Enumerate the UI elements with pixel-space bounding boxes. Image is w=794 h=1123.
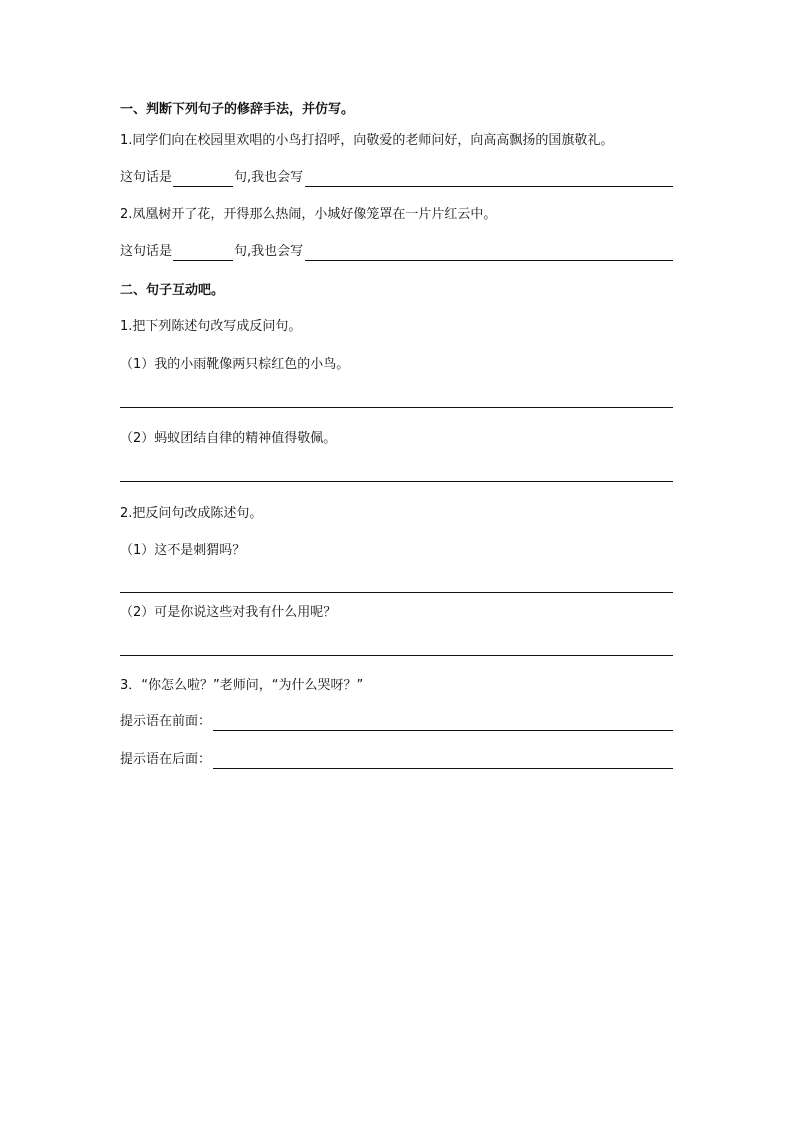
hint-front-blank[interactable]	[213, 716, 673, 731]
imitation-blank-2[interactable]	[305, 246, 673, 261]
task-1-item-1: （1）我的小雨靴像两只棕红色的小鸟。	[120, 357, 350, 372]
rhetoric-blank-1[interactable]	[173, 172, 233, 187]
section2-title: 二、句子互动吧。	[120, 283, 225, 298]
hint-back-blank[interactable]	[213, 754, 673, 769]
task-1-item-2: （2）蚂蚁团结自律的精神值得敬佩。	[120, 431, 337, 446]
answer-line-task2-item1[interactable]	[120, 592, 673, 593]
hint-front-row	[120, 713, 673, 731]
hint-back-label: 提示语在后面：	[120, 752, 212, 767]
fill-prefix-label: 这句话是	[120, 244, 173, 259]
answer-line-task1-item1[interactable]	[120, 407, 673, 408]
answer-line-task2-item2[interactable]	[120, 655, 673, 656]
section1-title: 一、判断下列句子的修辞手法，并仿写。	[120, 102, 355, 117]
hint-front-label: 提示语在前面：	[120, 714, 212, 729]
answer-line-task1-item2[interactable]	[120, 481, 673, 482]
task-3-sentence: 3．“你怎么啦？”老师问，“为什么哭呀？”	[120, 678, 364, 693]
task-2-instruction: 2.把反问句改成陈述句。	[120, 506, 263, 521]
task-2-item-1: （1）这不是刺猬吗？	[120, 543, 246, 558]
task-2-item-2: （2）可是你说这些对我有什么用呢？	[120, 605, 337, 620]
question-1-sentence: 1.同学们向在校园里欢唱的小鸟打招呼，向敬爱的老师问好，向高高飘扬的国旗敬礼。	[120, 133, 614, 148]
question-1-fill-row	[120, 169, 673, 187]
imitation-blank-1[interactable]	[305, 172, 673, 187]
fill-prefix-label: 这句话是	[120, 170, 173, 185]
question-2-sentence: 2.凤凰树开了花，开得那么热闹，小城好像笼罩在一片片红云中。	[120, 207, 497, 222]
rhetoric-blank-2[interactable]	[173, 246, 233, 261]
task-1-instruction: 1.把下列陈述句改写成反问句。	[120, 319, 302, 334]
question-2-fill-row	[120, 243, 673, 261]
fill-suffix-label: 句,我也会写	[234, 244, 304, 259]
hint-back-row	[120, 751, 673, 769]
fill-suffix-label: 句,我也会写	[234, 170, 304, 185]
